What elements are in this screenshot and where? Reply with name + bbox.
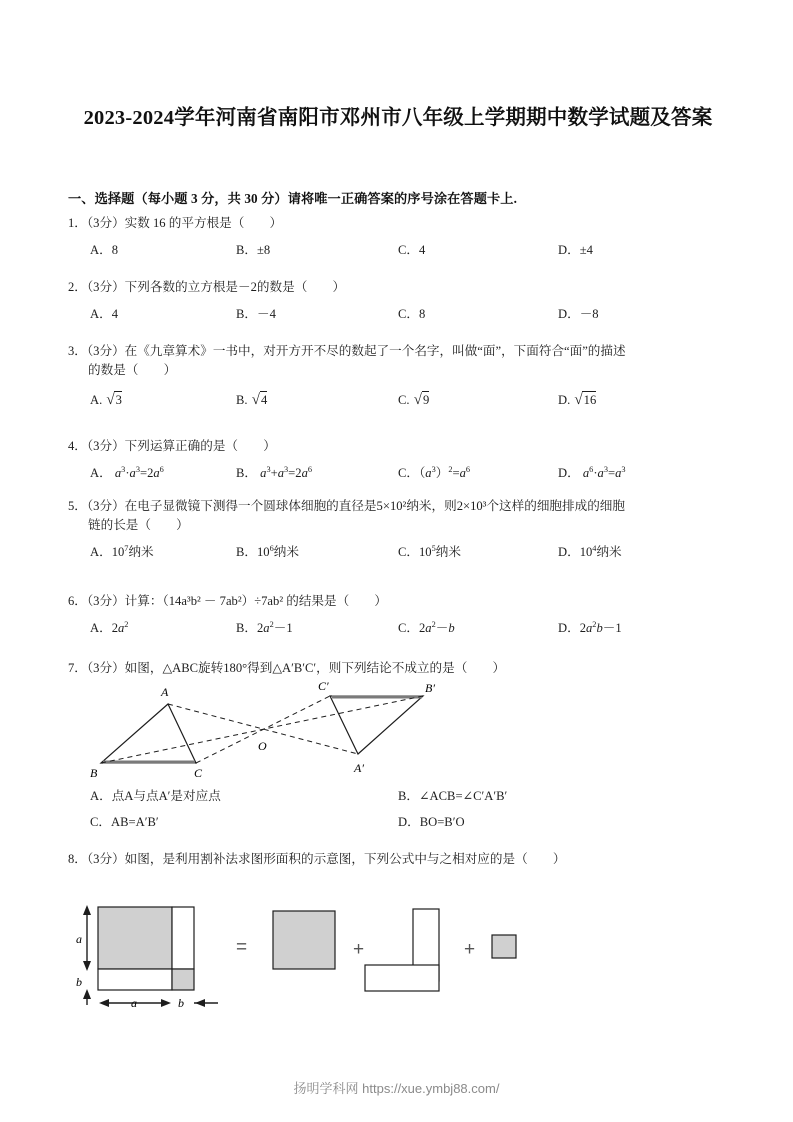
question-1 bbox=[68, 214, 740, 262]
question-5-options bbox=[68, 542, 740, 564]
option-d-text: －8 bbox=[579, 307, 599, 321]
term-square-a-squared bbox=[273, 911, 335, 969]
sqrt-icon: √ 16 bbox=[574, 392, 597, 408]
sqrt-icon: √ 9 bbox=[413, 392, 430, 408]
question-8-stem bbox=[68, 850, 740, 869]
option-c[interactable]: C．$10^5$纳米 bbox=[398, 543, 461, 559]
question-5 bbox=[68, 497, 740, 564]
option-b[interactable]: B． $a^3+a^3=2a^6$ bbox=[236, 464, 313, 480]
label-o: O bbox=[258, 739, 267, 753]
question-2-stem bbox=[68, 278, 740, 297]
question-7-stem bbox=[68, 659, 740, 678]
arrow-left-b bbox=[195, 999, 205, 1007]
sqrt-icon: √ 3 bbox=[106, 392, 122, 408]
question-7-text: 如图，△ABC旋转180°得到△A′B′C′，则下列结论不成立的是（ ） bbox=[124, 661, 506, 675]
option-c-label: C． bbox=[398, 307, 419, 321]
question-6-number: 6． bbox=[68, 594, 87, 608]
option-d[interactable] bbox=[558, 304, 599, 324]
question-5-points: （3分） bbox=[86, 499, 125, 513]
option-b[interactable] bbox=[236, 390, 267, 410]
option-a[interactable] bbox=[90, 240, 118, 260]
rect-bottom-strip bbox=[98, 969, 172, 990]
option-a-label: A． bbox=[90, 243, 112, 257]
rect-right-column bbox=[172, 907, 194, 969]
option-d-text: ±4 bbox=[579, 243, 593, 257]
option-d-label: D． bbox=[558, 243, 580, 257]
question-7-points: （3分） bbox=[86, 661, 125, 675]
lshape-horizontal-bar bbox=[365, 965, 439, 991]
question-1-points: （3分） bbox=[86, 216, 125, 230]
option-a-text: 点A与点A′是对应点 bbox=[111, 789, 221, 803]
option-a-label: A． bbox=[90, 789, 112, 803]
question-3-text: 在《九章算术》一书中，对开方开不尽的数起了一个名字，叫做“面”，下面符合“面”的描述 bbox=[124, 344, 626, 358]
figure-rotation-triangles bbox=[68, 678, 740, 796]
option-a[interactable]: A．$2a^2$ bbox=[90, 619, 129, 635]
question-6-options bbox=[68, 618, 740, 640]
square-a-squared bbox=[98, 907, 172, 969]
question-7-options-block bbox=[68, 786, 740, 834]
question-5-text: 在电子显微镜下测得一个圆球体细胞的直径是5×10²纳米，则2×10³个这样的细胞排成的细胞 bbox=[124, 499, 625, 513]
label-a-vertical: a bbox=[76, 932, 82, 946]
option-b[interactable]: B．$2a^2-1$ bbox=[236, 619, 293, 635]
question-2-options bbox=[68, 304, 740, 326]
term-square-b-squared bbox=[492, 935, 516, 958]
option-c-radicand: 9 bbox=[422, 393, 430, 407]
question-1-stem bbox=[68, 214, 740, 233]
question-1-options bbox=[68, 240, 740, 262]
label-c-prime: C′ bbox=[318, 679, 329, 693]
section-heading: 一、选择题（每小题 3 分，共 30 分）请将唯一正确答案的序号涂在答题卡上. bbox=[68, 191, 517, 206]
option-d-text: BO=B′O bbox=[419, 815, 465, 829]
option-a-label: A． bbox=[90, 307, 112, 321]
option-a-label: A． bbox=[90, 621, 112, 635]
arrow-down-a bbox=[83, 961, 91, 971]
option-d-radicand: 16 bbox=[583, 393, 597, 407]
question-2 bbox=[68, 278, 740, 326]
question-6-stem bbox=[68, 592, 740, 611]
question-5-text-cont: 链的长是（ ） bbox=[88, 518, 189, 532]
question-5-stem bbox=[68, 497, 740, 535]
option-b-label: B． bbox=[398, 789, 419, 803]
label-b: B bbox=[90, 766, 98, 780]
option-d-label: D． bbox=[558, 621, 580, 635]
triangle-abc bbox=[101, 704, 196, 763]
option-c[interactable]: C．$2a^2-b$ bbox=[398, 619, 455, 635]
option-c[interactable] bbox=[398, 304, 425, 324]
sqrt-icon: √ 4 bbox=[251, 392, 268, 408]
option-b-radicand: 4 bbox=[260, 393, 268, 407]
option-a[interactable]: A． $a^3\cdot a^3=2a^6$ bbox=[90, 464, 164, 480]
question-3-text-cont: 的数是（ ） bbox=[88, 363, 177, 377]
question-3-number: 3． bbox=[68, 344, 87, 358]
option-d[interactable] bbox=[558, 240, 593, 260]
label-a-horizontal: a bbox=[131, 996, 137, 1010]
option-b-label: B． bbox=[236, 307, 257, 321]
question-8-text: 如图，是利用割补法求图形面积的示意图，下列公式中与之相对应的是（ ） bbox=[124, 852, 566, 866]
square-b-squared-inset bbox=[172, 969, 194, 990]
option-d[interactable]: D． $a^6\cdot a^3=a^3$ bbox=[558, 464, 626, 480]
arrow-up-b bbox=[83, 989, 91, 999]
question-6 bbox=[68, 592, 740, 640]
option-a[interactable] bbox=[90, 304, 118, 324]
question-6-points: （3分） bbox=[86, 594, 125, 608]
question-5-number: 5． bbox=[68, 499, 87, 513]
option-b-label: B． bbox=[236, 621, 257, 635]
option-c-label: C． bbox=[398, 243, 419, 257]
question-7-number: 7． bbox=[68, 661, 87, 675]
page-title: 2023-2024学年河南省南阳市邓州市八年级上学期期中数学试题及答案 bbox=[83, 107, 713, 129]
arrow-left-a bbox=[99, 999, 109, 1007]
option-b-label: B． bbox=[236, 243, 257, 257]
option-c-text: AB=A′B′ bbox=[111, 815, 159, 829]
label-b-prime: B′ bbox=[425, 681, 435, 695]
option-b[interactable] bbox=[398, 786, 507, 806]
question-2-text: 下列各数的立方根是－2的数是（ ） bbox=[124, 280, 346, 294]
question-3-stem bbox=[68, 342, 740, 380]
label-a-prime: A′ bbox=[354, 761, 364, 775]
question-3-options bbox=[68, 390, 740, 416]
option-a[interactable] bbox=[90, 390, 122, 410]
question-2-points: （3分） bbox=[86, 280, 125, 294]
option-b-text: ∠ACB=∠C′A′B′ bbox=[419, 789, 508, 803]
option-a-label: A． bbox=[90, 466, 112, 480]
option-d-label: D． bbox=[398, 815, 420, 829]
option-a-text: 8 bbox=[111, 243, 118, 257]
question-4-stem bbox=[68, 437, 740, 456]
option-b[interactable] bbox=[236, 304, 276, 324]
arrow-right-a bbox=[161, 999, 171, 1007]
question-8-points: （3分） bbox=[86, 852, 125, 866]
dissection-diagram-svg bbox=[68, 893, 740, 1028]
option-c[interactable] bbox=[398, 390, 429, 410]
option-a[interactable] bbox=[90, 786, 221, 806]
option-b-label: B． bbox=[236, 466, 257, 480]
question-4-number: 4． bbox=[68, 439, 87, 453]
option-b[interactable] bbox=[236, 240, 270, 260]
option-c[interactable] bbox=[398, 240, 425, 260]
option-c[interactable]: C．$(a^3)^2=a^6$ bbox=[398, 464, 471, 480]
question-4-points: （3分） bbox=[86, 439, 125, 453]
option-d-label: D． bbox=[558, 545, 580, 559]
option-b[interactable]: B．$10^6$纳米 bbox=[236, 543, 299, 559]
option-a[interactable]: A．$10^7$纳米 bbox=[90, 543, 154, 559]
question-8-number: 8． bbox=[68, 852, 87, 866]
question-7-options bbox=[68, 786, 740, 834]
option-c-label: C. bbox=[398, 393, 410, 407]
option-d[interactable]: D．$10^4$纳米 bbox=[558, 543, 622, 559]
option-a-text: 4 bbox=[111, 307, 118, 321]
option-a-label: A. bbox=[90, 393, 103, 407]
plus-operator-2: + bbox=[464, 939, 476, 960]
label-b-vertical: b bbox=[76, 975, 82, 989]
option-d[interactable] bbox=[558, 390, 596, 410]
question-8 bbox=[68, 850, 740, 869]
option-c-label: C． bbox=[90, 815, 111, 829]
option-d-label: D． bbox=[558, 307, 580, 321]
option-c[interactable] bbox=[90, 812, 159, 832]
option-d[interactable] bbox=[398, 812, 465, 832]
option-c-label: C． bbox=[398, 466, 419, 480]
option-a-radicand: 3 bbox=[115, 393, 122, 407]
option-c-label: C． bbox=[398, 545, 419, 559]
footer-watermark: 扬明学科网 https://xue.ymbj88.com/ bbox=[293, 1081, 500, 1096]
question-1-number: 1． bbox=[68, 216, 87, 230]
question-3 bbox=[68, 342, 740, 416]
question-6-text: 计算：（14a³b² － 7ab²）÷7ab² 的结果是（ ） bbox=[124, 594, 387, 608]
option-b-label: B． bbox=[236, 545, 257, 559]
option-b-text: ±8 bbox=[257, 243, 271, 257]
question-4 bbox=[68, 437, 740, 485]
option-d-label: D. bbox=[558, 393, 571, 407]
option-b-text: －4 bbox=[257, 307, 276, 321]
rotation-diagram-svg bbox=[68, 678, 740, 788]
option-b-label: B. bbox=[236, 393, 248, 407]
question-2-number: 2． bbox=[68, 280, 87, 294]
option-a-label: A． bbox=[90, 545, 112, 559]
question-3-points: （3分） bbox=[86, 344, 125, 358]
plus-operator-1: + bbox=[353, 939, 365, 960]
question-7 bbox=[68, 659, 740, 678]
label-a: A bbox=[161, 685, 169, 699]
option-d-label: D． bbox=[558, 466, 580, 480]
option-c-label: C． bbox=[398, 621, 419, 635]
label-c: C bbox=[194, 766, 203, 780]
arrow-up-a bbox=[83, 905, 91, 915]
equals-operator: = bbox=[236, 937, 248, 958]
label-b-horizontal: b bbox=[178, 996, 184, 1010]
question-4-options bbox=[68, 463, 740, 485]
figure-area-dissection bbox=[68, 893, 740, 1028]
option-c-text: 4 bbox=[419, 243, 426, 257]
triangle-a1b1c1 bbox=[330, 696, 423, 754]
question-4-text: 下列运算正确的是（ ） bbox=[124, 439, 276, 453]
option-d[interactable]: D．$2a^2b-1$ bbox=[558, 619, 622, 635]
option-c-text: 8 bbox=[419, 307, 426, 321]
question-1-text: 实数 16 的平方根是（ ） bbox=[124, 216, 283, 230]
